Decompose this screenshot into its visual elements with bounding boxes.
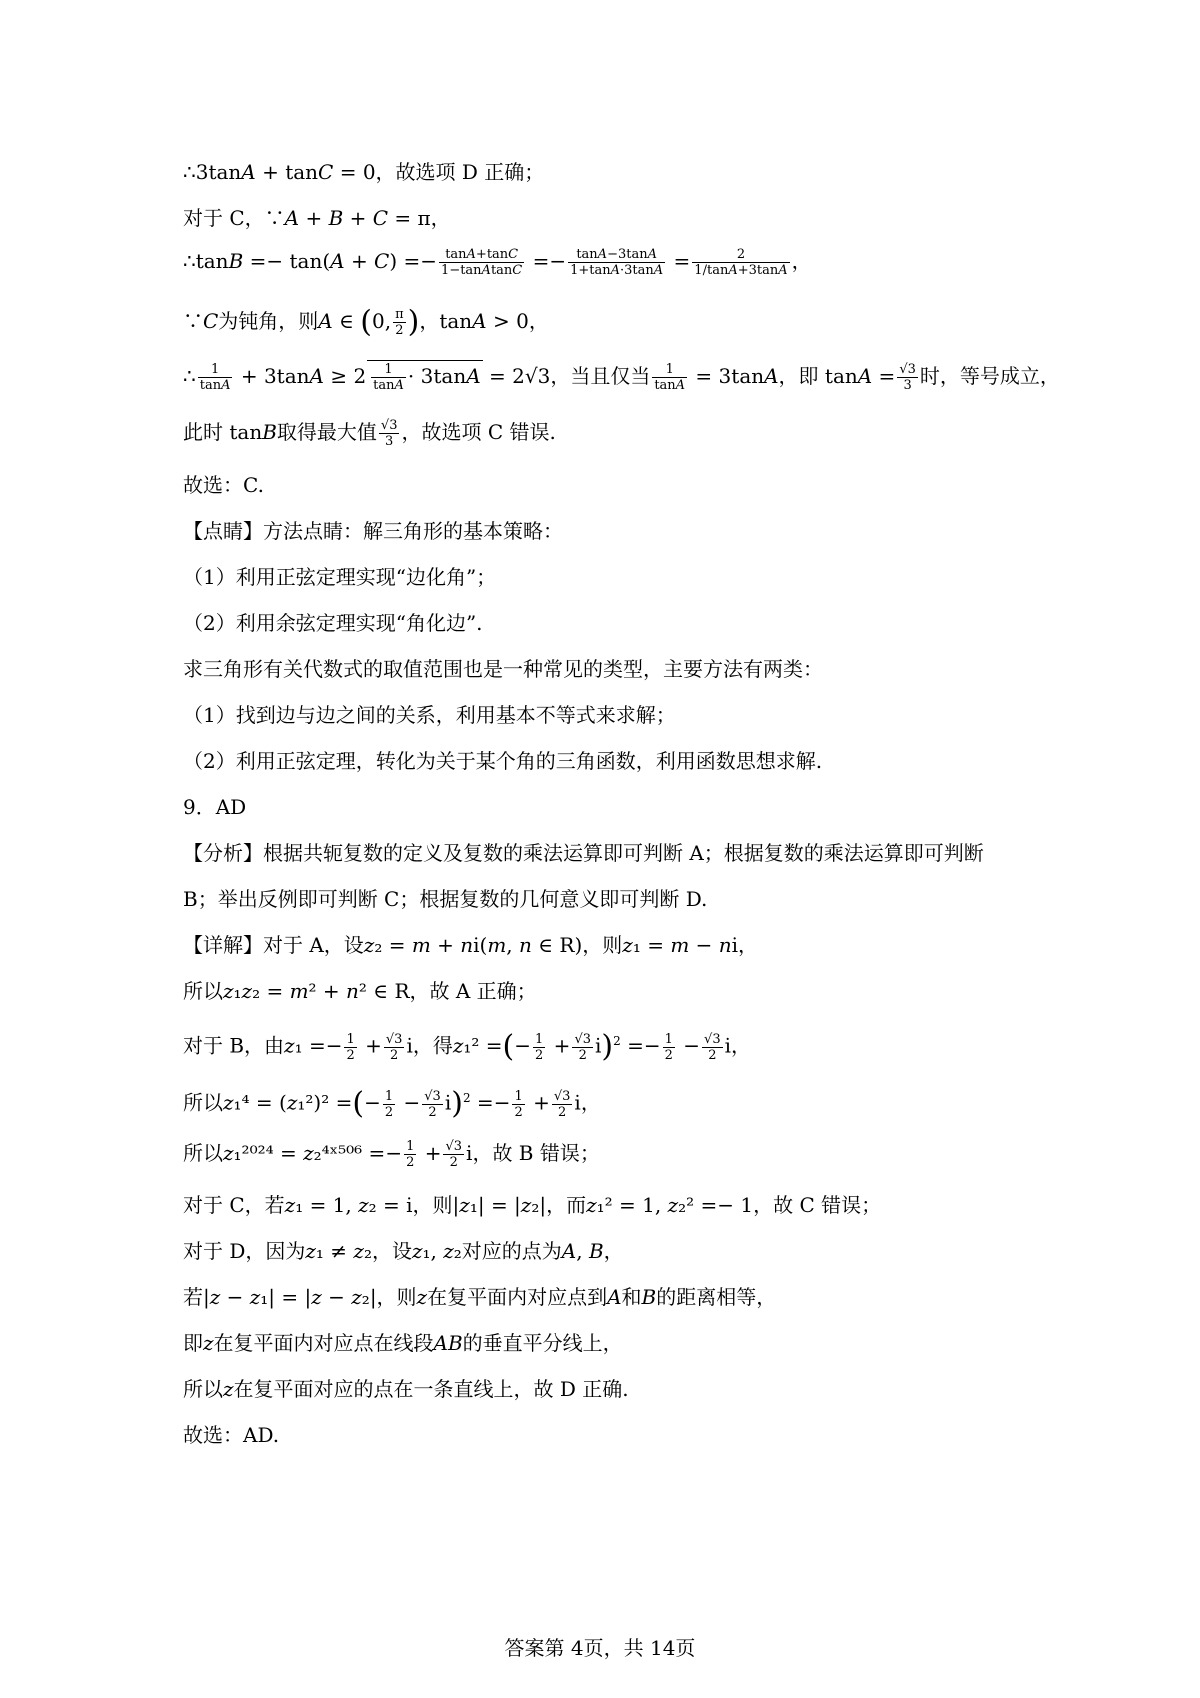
fraction: $\frac{1}{2}$ — [514, 1088, 523, 1120]
fraction: $\frac{√3}{2}$ — [553, 1088, 571, 1120]
fraction: $\frac{√3}{3}$ — [380, 418, 398, 449]
fraction: $\frac{1}{2}$ — [664, 1031, 673, 1063]
text-line: 【点睛】方法点睛：解三角形的基本策略： — [183, 519, 563, 543]
text-line: 若|𝑧 − 𝑧₁| = |𝑧 − 𝑧₂|，则𝑧在复平面内对应点到𝐴和𝐵的距离相等， — [183, 1285, 777, 1309]
text-line: 即𝑧在复平面内对应点在线段𝐴𝐵的垂直平分线上， — [183, 1331, 623, 1355]
fraction: $\frac{1}{2}$ — [384, 1088, 394, 1120]
text-line: （2）利用余弦定理实现“角化边”. — [183, 611, 483, 635]
text-line: 对于 D，因为𝑧₁ ≠ 𝑧₂，设𝑧₁, 𝑧₂对应的点为𝐴, 𝐵， — [183, 1239, 624, 1263]
text-line: 【分析】根据共轭复数的定义及复数的乘法运算即可判断 A；根据复数的乘法运算即可判断 — [183, 841, 984, 865]
text-line: 所以𝑧在复平面对应的点在一条直线上，故 D 正确. — [183, 1377, 629, 1401]
text-line: （1）找到边与边之间的关系，利用基本不等式来求解； — [183, 703, 676, 727]
square-root: $\frac{1}{\text{tan𝐴}}$ · 3tan𝐴 — [367, 360, 482, 393]
fraction: $\frac{1}{\text{tan𝐴}}$ — [199, 362, 231, 393]
fraction: $\frac{1}{2}$ — [406, 1139, 415, 1170]
math-line: ∴tan𝐵 =− tan(𝐴 + 𝐶) =− $\frac{\text{tan𝐴+tan𝐶}}{\text{1−tan𝐴tan𝐶}}$ =− $\frac{\text{tan𝐴−3tan𝐴}}{\text{1+tan𝐴·3tan𝐴}}$ = $\frac{2}{\text{1/tan𝐴+3tan𝐴}}$ ， — [183, 247, 812, 278]
text-line: 故选：AD. — [183, 1423, 280, 1447]
fraction: $\frac{√3}{2}$ — [704, 1031, 721, 1063]
text-line: 故选：C. — [183, 473, 264, 497]
text-line: B；举出反例即可判断 C；根据复数的几何意义即可判断 D. — [183, 887, 708, 911]
fraction: $\frac{\text{tan𝐴−3tan𝐴}}{\text{1+tan𝐴·3tan𝐴}}$ — [570, 247, 664, 278]
fraction: $\frac{1}{2}$ — [346, 1031, 355, 1063]
text-line: （1）利用正弦定理实现“边化角”； — [183, 565, 497, 589]
text-line: 对于 C，若𝑧₁ = 1, 𝑧₂ = i，则|𝑧₁| = |𝑧₂|，而𝑧₁² = 1, 𝑧₂² =− 1，故 C 错误； — [183, 1193, 882, 1217]
fraction: $\frac{1}{\text{tan𝐴}}$ — [654, 362, 686, 393]
fraction: $\frac{\pi}{2}$ — [395, 307, 404, 338]
fraction: $\frac{√3}{2}$ — [445, 1139, 463, 1170]
fraction: $\frac{2}{\text{1/tan𝐴+3tan𝐴}}$ — [694, 247, 788, 278]
text-line: （2）利用正弦定理，转化为关于某个角的三角函数，利用函数思想求解. — [183, 749, 823, 773]
math-line: 所以𝑧₁²⁰²⁴ = 𝑧₂⁴ˣ⁵⁰⁶ =− $\frac{1}{2}$ + $\frac{√3}{2}$ i，故 B 错误； — [183, 1139, 600, 1170]
math-line: 所以𝑧₁⁴ = (𝑧₁²)² =(− $\frac{1}{2}$ − $\frac{√3}{2}$ i)$^2$ =− $\frac{1}{2}$ + $\frac{√3}{2}$ i， — [183, 1086, 601, 1122]
math-line: 对于 B，由𝑧₁ =− $\frac{1}{2}$ + $\frac{√3}{2}$ i，得𝑧₁² =(− $\frac{1}{2}$ + $\frac{√3}{2}$ i)$^2$ =− $\frac{1}{2}$ − $\frac{√3}{2}$ i， — [183, 1029, 752, 1065]
fraction: $\frac{\text{tan𝐴+tan𝐶}}{\text{1−tan𝐴tan𝐶}}$ — [441, 247, 523, 278]
text-line: 求三角形有关代数式的取值范围也是一种常见的类型，主要方法有两类： — [183, 657, 823, 681]
page-footer: 答案第 4页，共 14页 — [504, 1636, 696, 1660]
math-line: ∴ $\frac{1}{\text{tan𝐴}}$ + 3tan𝐴 ≥ 2 $\frac{1}{\text{tan𝐴}}$ · 3tan𝐴 = 2√3，当且仅当 $\frac{1}{\text{tan𝐴}}$ = 3tan𝐴，即 tan𝐴 = $\frac{√3}{3}$ 时，等号成立， — [183, 362, 1060, 393]
fraction: $\frac{√3}{3}$ — [899, 362, 916, 393]
text-line: 对于 C，∵𝐴 + 𝐵 + 𝐶 = π， — [183, 206, 451, 230]
text-line: 所以𝑧₁𝑧₂ = 𝑚² + 𝑛² ∈ R，故 A 正确； — [183, 979, 537, 1003]
fraction: $\frac{√3}{2}$ — [385, 1031, 403, 1063]
fraction: $\frac{1}{2}$ — [535, 1031, 544, 1063]
math-line: ∵𝐶为钝角，则𝐴 ∈ (0, $\frac{\pi}{2}$ )，tan𝐴 > 0， — [183, 304, 549, 340]
text-line: 【详解】对于 A，设𝑧₂ = 𝑚 + 𝑛i(𝑚, 𝑛 ∈ R)，则𝑧₁ = 𝑚 − 𝑛i， — [183, 933, 759, 957]
text-line: ∴3tan𝐴 + tan𝐶 = 0，故选项 D 正确； — [183, 160, 545, 184]
fraction: $\frac{√3}{2}$ — [424, 1088, 441, 1120]
math-line: 此时 tan𝐵取得最大值 $\frac{√3}{3}$ ，故选项 C 错误. — [183, 418, 556, 449]
question-number: 9．AD — [183, 795, 247, 819]
fraction: $\frac{√3}{2}$ — [574, 1031, 591, 1063]
